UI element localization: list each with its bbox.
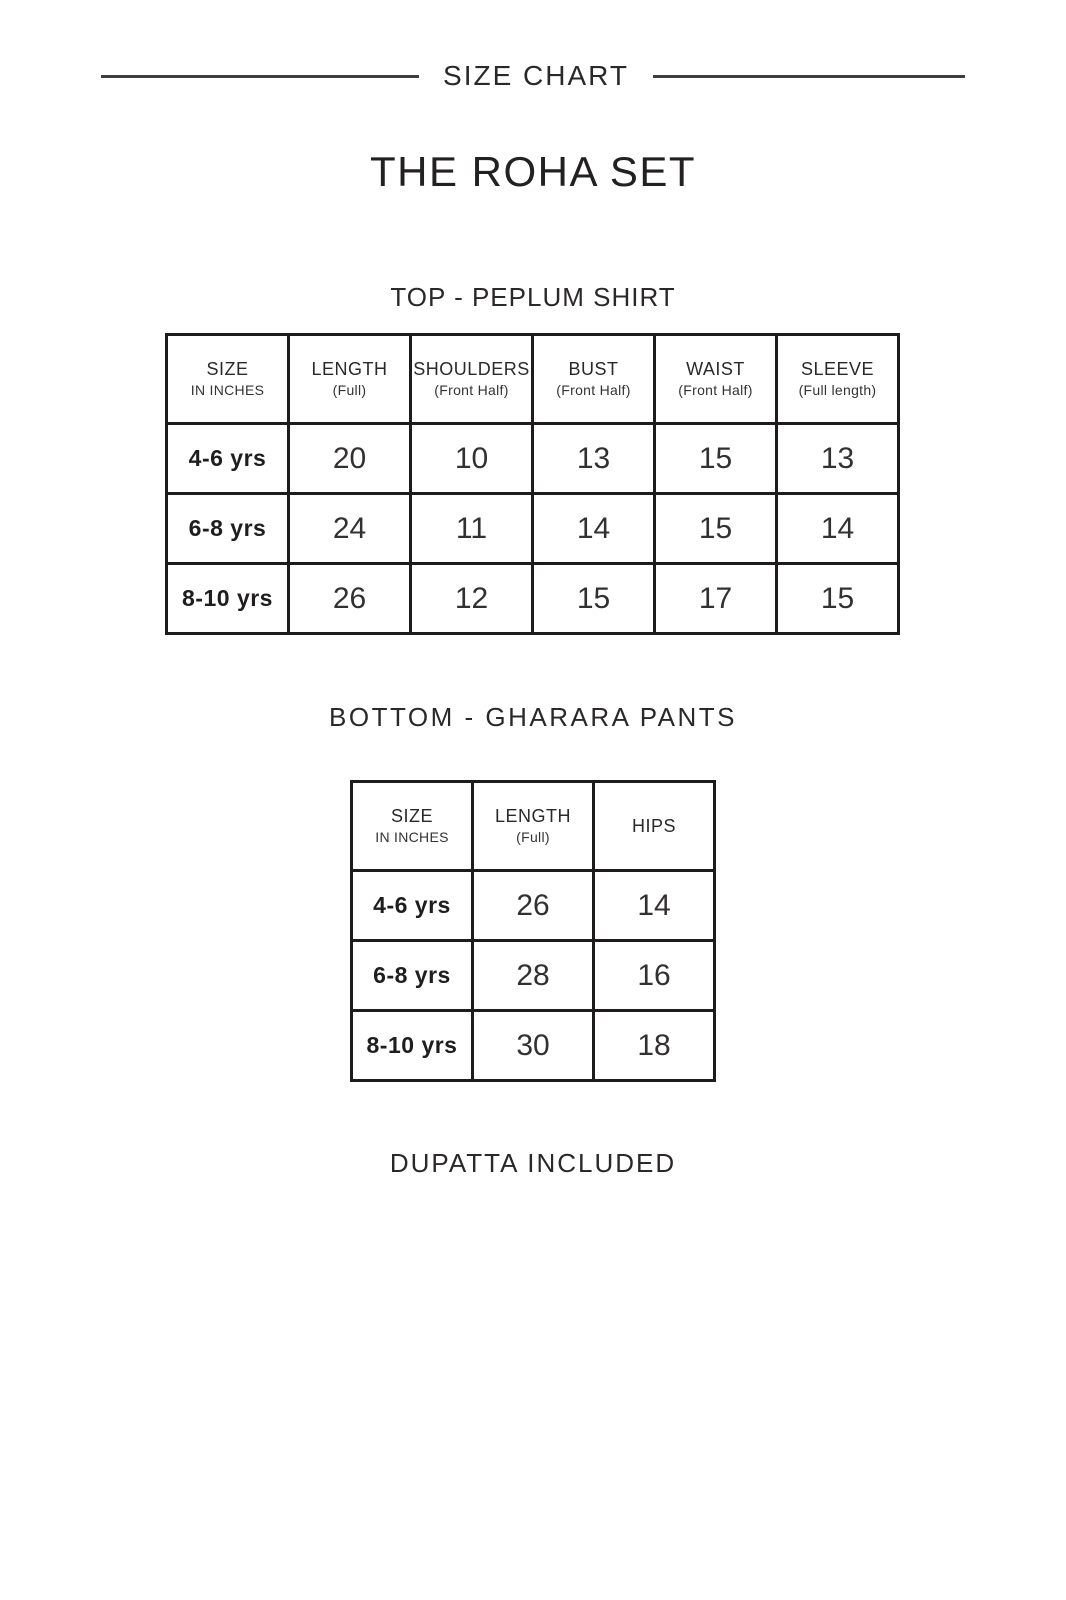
page-title: THE ROHA SET — [369, 148, 697, 195]
size-label-cell: 6-8 yrs — [352, 941, 473, 1011]
bottom-section-title: BOTTOM - GHARARA PANTS — [329, 702, 737, 732]
size-label-cell: 4-6 yrs — [167, 424, 289, 494]
dupatta-note: DUPATTA INCLUDED — [389, 1148, 677, 1178]
measurement-cell: 20 — [289, 424, 411, 494]
size-chart-label: SIZE CHART — [443, 60, 629, 91]
top-col-size — [167, 335, 289, 424]
measurement-cell: 13 — [777, 424, 899, 494]
col-sublabel: (Front Half) — [556, 382, 631, 399]
bottom-col-size — [352, 782, 473, 871]
size-label-cell: 6-8 yrs — [167, 494, 289, 564]
measurement-cell: 15 — [655, 494, 777, 564]
measurement-cell: 10 — [411, 424, 533, 494]
table-row — [167, 494, 899, 564]
col-sublabel: IN INCHES — [190, 382, 265, 399]
bottom-size-table — [350, 780, 716, 1082]
col-sublabel: (Full length) — [798, 382, 877, 399]
top-table-header-row — [167, 335, 899, 424]
measurement-cell: 15 — [533, 564, 655, 634]
table-row — [352, 871, 715, 941]
table-row — [167, 424, 899, 494]
col-label: LENGTH — [311, 359, 388, 380]
measurement-cell: 15 — [655, 424, 777, 494]
col-label: LENGTH — [494, 806, 571, 827]
col-label: SIZE — [206, 359, 249, 380]
divider-line-left — [101, 75, 419, 78]
measurement-cell: 26 — [473, 871, 594, 941]
size-label-cell: 4-6 yrs — [352, 871, 473, 941]
measurement-cell: 15 — [777, 564, 899, 634]
top-col-waist — [655, 335, 777, 424]
bottom-col-hips — [594, 782, 715, 871]
measurement-cell: 18 — [594, 1011, 715, 1081]
measurement-cell: 14 — [594, 871, 715, 941]
bottom-col-length — [473, 782, 594, 871]
size-label-cell: 8-10 yrs — [167, 564, 289, 634]
col-sublabel: (Full) — [516, 829, 550, 846]
measurement-cell: 14 — [777, 494, 899, 564]
divider-line-right — [653, 75, 965, 78]
table-row — [352, 941, 715, 1011]
top-size-table — [165, 333, 900, 635]
col-label: SHOULDERS — [413, 359, 530, 380]
measurement-cell: 13 — [533, 424, 655, 494]
top-col-shoulders — [411, 335, 533, 424]
size-label-cell: 8-10 yrs — [352, 1011, 473, 1081]
measurement-cell: 12 — [411, 564, 533, 634]
measurement-cell: 16 — [594, 941, 715, 1011]
measurement-cell: 11 — [411, 494, 533, 564]
col-sublabel: (Front Half) — [678, 382, 753, 399]
measurement-cell: 26 — [289, 564, 411, 634]
measurement-cell: 24 — [289, 494, 411, 564]
table-row — [352, 1011, 715, 1081]
top-col-bust — [533, 335, 655, 424]
col-sublabel: (Front Half) — [434, 382, 509, 399]
col-sublabel: (Full) — [332, 382, 367, 399]
col-label: BUST — [568, 359, 619, 380]
col-label: HIPS — [631, 815, 676, 836]
size-chart-header — [0, 60, 1066, 92]
top-col-sleeve — [777, 335, 899, 424]
measurement-cell: 28 — [473, 941, 594, 1011]
col-label: SLEEVE — [800, 359, 875, 380]
top-section-title: TOP - PEPLUM SHIRT — [390, 282, 676, 312]
col-label: WAIST — [686, 359, 745, 380]
bottom-table-header-row — [352, 782, 715, 871]
table-row — [167, 564, 899, 634]
measurement-cell: 14 — [533, 494, 655, 564]
col-label: SIZE — [390, 806, 433, 827]
top-col-length — [289, 335, 411, 424]
measurement-cell: 30 — [473, 1011, 594, 1081]
col-sublabel: IN INCHES — [375, 829, 449, 846]
measurement-cell: 17 — [655, 564, 777, 634]
